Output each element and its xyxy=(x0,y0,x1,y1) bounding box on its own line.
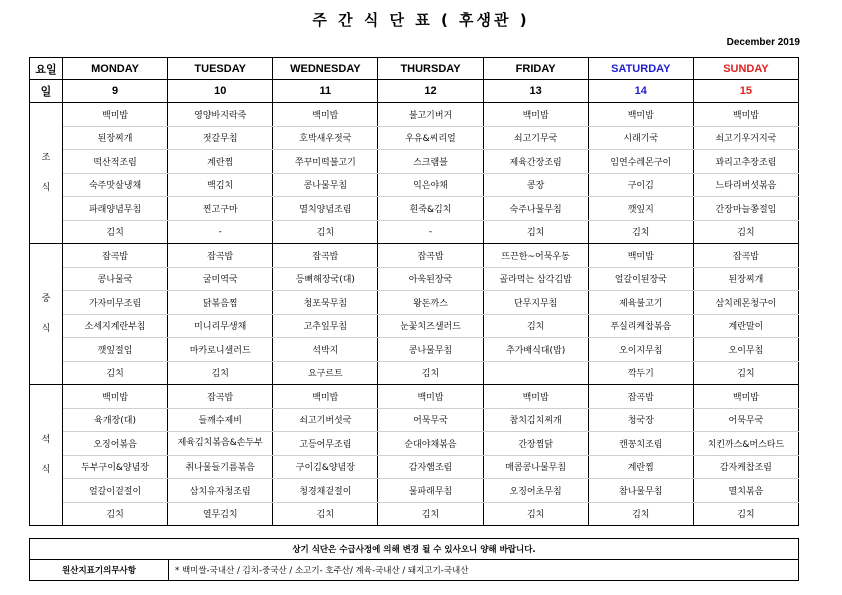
menu-item: 얼갈이겉절이 xyxy=(63,479,168,503)
menu-item: 계란찜 xyxy=(588,455,693,479)
meal-label-lunch xyxy=(30,244,63,385)
menu-item: 오이무침 xyxy=(693,338,798,362)
menu-item: 된장찌개 xyxy=(63,126,168,150)
menu-row xyxy=(30,197,799,221)
day-label: 요일 xyxy=(30,58,63,80)
menu-item: 미니리무생채 xyxy=(168,314,273,338)
menu-item: 감자햄조림 xyxy=(378,455,483,479)
day-date-monday: 9 xyxy=(63,80,168,103)
menu-item: 김치 xyxy=(378,502,483,526)
menu-item: 소세지계란부침 xyxy=(63,314,168,338)
menu-item: 깻잎절임 xyxy=(63,338,168,362)
menu-item: 백미밥 xyxy=(378,385,483,409)
menu-item: 백미밥 xyxy=(693,385,798,409)
date-header-row xyxy=(30,80,799,103)
menu-item: 매콤콩나물무침 xyxy=(483,455,588,479)
origin-text: * 백미쌀-국내산 / 김치-중국산 / 소고기- 호주산/ 계육-국내산 / 돼지고기-국내산 xyxy=(169,560,799,581)
meal-label-char: 석 xyxy=(41,435,51,445)
menu-item: 김치 xyxy=(693,502,798,526)
menu-item: 감자케찹조림 xyxy=(693,455,798,479)
menu-item: 요구르트 xyxy=(273,361,378,385)
menu-item: 굴미역국 xyxy=(168,267,273,291)
menu-item: 간장찜닭 xyxy=(483,432,588,456)
menu-item: 쇠고기버섯국 xyxy=(273,408,378,432)
menu-row xyxy=(30,338,799,362)
menu-item: 고추잎무침 xyxy=(273,314,378,338)
day-name-saturday: SATURDAY xyxy=(588,58,693,80)
menu-item: 눈꽃치즈샐러드 xyxy=(378,314,483,338)
page-title: 주 간 식 단 표 ( 후생관 ) xyxy=(312,11,530,29)
day-name-friday: FRIDAY xyxy=(483,58,588,80)
menu-item: 석박지 xyxy=(273,338,378,362)
menu-item: 잡곡밥 xyxy=(693,244,798,268)
menu-item: 푸실리케찹볶음 xyxy=(588,314,693,338)
menu-item: 오징어볶음 xyxy=(63,432,168,456)
menu-item: 마카로니샐러드 xyxy=(168,338,273,362)
menu-item: 김치 xyxy=(483,502,588,526)
menu-row xyxy=(30,479,799,503)
menu-item: 들깨수제비 xyxy=(168,408,273,432)
menu-item: 백미밥 xyxy=(588,103,693,127)
menu-item: 김치 xyxy=(483,314,588,338)
menu-row xyxy=(30,432,799,456)
menu-item: 김치 xyxy=(588,502,693,526)
menu-item: 김치 xyxy=(693,220,798,244)
menu-row xyxy=(30,361,799,385)
menu-item: 골라먹는 삼각김밥 xyxy=(483,267,588,291)
menu-item: 참치김치찌개 xyxy=(483,408,588,432)
menu-item xyxy=(483,361,588,385)
meal-label-char: 조 xyxy=(41,153,51,163)
menu-item: 찐고구마 xyxy=(168,197,273,221)
menu-item: 열무김치 xyxy=(168,502,273,526)
menu-item: 임연수레몬구이 xyxy=(588,150,693,174)
meal-label-char: 식 xyxy=(41,324,51,334)
menu-item: 제육김치볶음&손두부 xyxy=(168,432,273,456)
day-date-friday: 13 xyxy=(483,80,588,103)
menu-item: 청경채겉절이 xyxy=(273,479,378,503)
day-date-thursday: 12 xyxy=(378,80,483,103)
menu-item: 삼치레몬청구이 xyxy=(693,291,798,315)
menu-item: 캔꽁치조림 xyxy=(588,432,693,456)
origin-label: 원산지표기의무사항 xyxy=(30,560,169,581)
menu-item: 숙주나물무침 xyxy=(483,197,588,221)
menu-item: 김치 xyxy=(273,220,378,244)
menu-item: 얼갈이된장국 xyxy=(588,267,693,291)
menu-row xyxy=(30,502,799,526)
menu-item: 추가배식대(밥) xyxy=(483,338,588,362)
menu-item: 순대야채볶음 xyxy=(378,432,483,456)
menu-item: 가자미무조림 xyxy=(63,291,168,315)
menu-item: 흰죽&김치 xyxy=(378,197,483,221)
menu-item: 구이김&양념장 xyxy=(273,455,378,479)
menu-item: - xyxy=(378,220,483,244)
menu-item: - xyxy=(168,220,273,244)
menu-row xyxy=(30,267,799,291)
menu-item: 어묵무국 xyxy=(378,408,483,432)
menu-row xyxy=(30,220,799,244)
menu-item: 닭볶음찜 xyxy=(168,291,273,315)
menu-item: 등뼈해장국(대) xyxy=(273,267,378,291)
menu-row xyxy=(30,455,799,479)
menu-item: 참나물무침 xyxy=(588,479,693,503)
menu-item: 청포묵무침 xyxy=(273,291,378,315)
menu-row xyxy=(30,126,799,150)
menu-item: 잡곡밥 xyxy=(273,244,378,268)
menu-date: December 2019 xyxy=(726,37,800,48)
menu-item: 김치 xyxy=(273,502,378,526)
menu-item: 구이김 xyxy=(588,173,693,197)
menu-item: 깻잎지 xyxy=(588,197,693,221)
menu-item: 김치 xyxy=(63,502,168,526)
meal-label-char: 식 xyxy=(41,183,51,193)
notice-text: 상기 식단은 수급사정에 의해 변경 될 수 있사오니 양해 바랍니다. xyxy=(30,539,799,560)
menu-item: 왕돈까스 xyxy=(378,291,483,315)
menu-row xyxy=(30,408,799,432)
menu-item: 떡산적조림 xyxy=(63,150,168,174)
menu-item: 잡곡밥 xyxy=(63,244,168,268)
day-date-saturday: 14 xyxy=(588,80,693,103)
menu-row xyxy=(30,291,799,315)
meal-label-char: 식 xyxy=(41,465,51,475)
menu-item: 잡곡밥 xyxy=(168,244,273,268)
menu-item: 멸치볶음 xyxy=(693,479,798,503)
menu-item: 익은야채 xyxy=(378,173,483,197)
menu-item: 제육불고기 xyxy=(588,291,693,315)
menu-item: 쇠고기무국 xyxy=(483,126,588,150)
menu-item: 숙주맛살냉채 xyxy=(63,173,168,197)
menu-item: 오징어초무침 xyxy=(483,479,588,503)
menu-item: 아욱된장국 xyxy=(378,267,483,291)
menu-row xyxy=(30,173,799,197)
menu-item: 잡곡밥 xyxy=(378,244,483,268)
menu-item: 깍두기 xyxy=(588,361,693,385)
day-date-sunday: 15 xyxy=(693,80,798,103)
day-date-tuesday: 10 xyxy=(168,80,273,103)
menu-item: 삼치유자청조림 xyxy=(168,479,273,503)
menu-item: 백미밥 xyxy=(63,103,168,127)
menu-item: 육개장(대) xyxy=(63,408,168,432)
menu-item: 오이지무침 xyxy=(588,338,693,362)
menu-item: 뜨끈한~어묵우동 xyxy=(483,244,588,268)
meal-label-breakfast xyxy=(30,103,63,244)
menu-item: 백미밥 xyxy=(273,103,378,127)
day-name-wednesday: WEDNESDAY xyxy=(273,58,378,80)
day-name-monday: MONDAY xyxy=(63,58,168,80)
footer-table xyxy=(29,538,799,581)
menu-item: 치킨까스&머스타드 xyxy=(693,432,798,456)
menu-item: 시래기국 xyxy=(588,126,693,150)
menu-item: 잡곡밥 xyxy=(588,385,693,409)
menu-item: 쇠고기우거지국 xyxy=(693,126,798,150)
menu-item: 김치 xyxy=(63,220,168,244)
menu-item: 계란찜 xyxy=(168,150,273,174)
menu-item: 파래양념무침 xyxy=(63,197,168,221)
menu-item: 젓갈무침 xyxy=(168,126,273,150)
menu-item: 계란말이 xyxy=(693,314,798,338)
menu-item: 백미밥 xyxy=(588,244,693,268)
menu-item: 백김치 xyxy=(168,173,273,197)
day-date-wednesday: 11 xyxy=(273,80,378,103)
menu-item: 쭈꾸미떡불고기 xyxy=(273,150,378,174)
menu-item: 김치 xyxy=(168,361,273,385)
menu-item: 김치 xyxy=(693,361,798,385)
menu-item: 우유&씨리얼 xyxy=(378,126,483,150)
menu-row xyxy=(30,385,799,409)
menu-row xyxy=(30,150,799,174)
menu-item: 백미밥 xyxy=(483,103,588,127)
menu-item: 콩나물무침 xyxy=(378,338,483,362)
menu-item: 고등어무조림 xyxy=(273,432,378,456)
meal-label-char: 중 xyxy=(41,294,51,304)
meal-label-dinner xyxy=(30,385,63,526)
menu-item: 물파래무침 xyxy=(378,479,483,503)
menu-row xyxy=(30,244,799,268)
menu-item: 어묵무국 xyxy=(693,408,798,432)
menu-item: 불고기버거 xyxy=(378,103,483,127)
menu-item: 스크램블 xyxy=(378,150,483,174)
menu-item: 꽈리고추장조림 xyxy=(693,150,798,174)
menu-item: 단무지무침 xyxy=(483,291,588,315)
menu-item: 김치 xyxy=(483,220,588,244)
menu-row xyxy=(30,103,799,127)
menu-item: 김치 xyxy=(378,361,483,385)
menu-item: 영양바지락죽 xyxy=(168,103,273,127)
menu-item: 제육간장조림 xyxy=(483,150,588,174)
day-name-sunday: SUNDAY xyxy=(693,58,798,80)
weekday-header-row xyxy=(30,58,799,80)
menu-item: 호박새우젓국 xyxy=(273,126,378,150)
menu-item: 김치 xyxy=(63,361,168,385)
menu-item: 콩나물국 xyxy=(63,267,168,291)
date-label: 일 xyxy=(30,80,63,103)
menu-item: 된장찌개 xyxy=(693,267,798,291)
menu-item: 두부구이&양념장 xyxy=(63,455,168,479)
menu-item: 콩장 xyxy=(483,173,588,197)
menu-item: 간장마늘쫑절임 xyxy=(693,197,798,221)
menu-item: 멸치양념조림 xyxy=(273,197,378,221)
menu-item: 백미밥 xyxy=(63,385,168,409)
menu-item: 잡곡밥 xyxy=(168,385,273,409)
day-name-thursday: THURSDAY xyxy=(378,58,483,80)
menu-item: 백미밥 xyxy=(273,385,378,409)
menu-item: 취나물들기름볶음 xyxy=(168,455,273,479)
menu-item: 콩나물무침 xyxy=(273,173,378,197)
menu-item: 김치 xyxy=(588,220,693,244)
menu-item: 느타리버섯볶음 xyxy=(693,173,798,197)
day-name-tuesday: TUESDAY xyxy=(168,58,273,80)
menu-row xyxy=(30,314,799,338)
menu-item: 백미밥 xyxy=(483,385,588,409)
menu-item: 백미밥 xyxy=(693,103,798,127)
weekly-menu-table xyxy=(29,57,799,526)
menu-item: 청국장 xyxy=(588,408,693,432)
